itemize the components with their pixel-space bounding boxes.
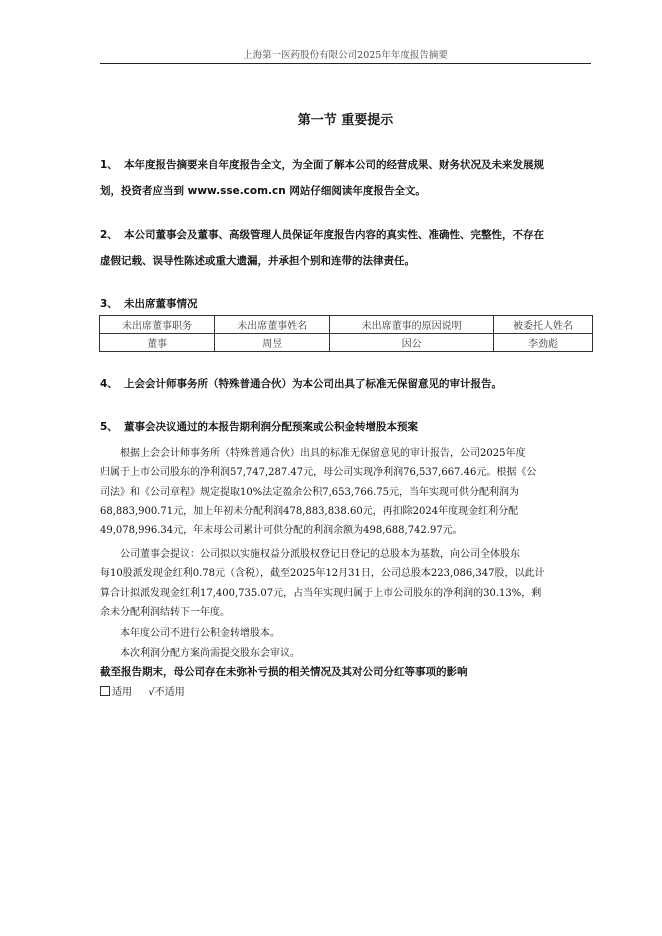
item-5-number: 5、 bbox=[100, 421, 118, 433]
item-3-line-1: 未出席董事情况 bbox=[124, 298, 198, 310]
item-2-line-1: 本公司董事会及董事、高级管理人员保证年度报告内容的真实性、准确性、完整性，不存在 bbox=[124, 229, 544, 241]
item-2-line-2: 虚假记载、误导性陈述或重大遗漏，并承担个别和连带的法律责任。 bbox=[100, 255, 415, 267]
profit-para-1-line-3: 司法》和《公司章程》规定提取10%法定盈余公积7,653,766.75元，当年实现可供分配利润为 bbox=[100, 487, 520, 498]
item-5-line-1: 董事会决议通过的本报告期利润分配预案或公积金转增股本预案 bbox=[124, 421, 418, 433]
profit-para-2-line-2: 每10股派发现金红利0.78元（含税），截至2025年12月31日，公司总股本223,086,347股，以此计 bbox=[100, 568, 545, 579]
profit-para-2-line-4: 余未分配利润结转下一年度。 bbox=[100, 607, 230, 618]
header-divider bbox=[100, 63, 591, 64]
table-header-cell: 被委托人姓名 bbox=[494, 316, 593, 334]
page-header: 上海第一医药股份有限公司2025年年度报告摘要 bbox=[243, 50, 448, 61]
applicable-checkbox[interactable] bbox=[100, 686, 110, 696]
applicability-options bbox=[100, 683, 185, 698]
item-4-number: 4、 bbox=[100, 378, 118, 390]
profit-para-1-line-5: 49,078,996.34元，年末母公司累计可供分配的利润余额为498,688,742.97元。 bbox=[100, 525, 463, 536]
profit-para-2-line-1: 公司董事会提议：公司拟以实施权益分派股权登记日登记的总股本为基数，向公司全体股东 bbox=[120, 549, 520, 560]
profit-para-1-line-4: 68,883,900.71元，加上年初未分配利润478,883,838.60元，再扣除2024年度现金红利分配 bbox=[100, 506, 519, 517]
table-cell: 李劲彪 bbox=[494, 334, 593, 352]
profit-para-3: 本年度公司不进行公积金转增股本。 bbox=[120, 628, 280, 639]
item-4-line-1: 上会会计师事务所（特殊普通合伙）为本公司出具了标准无保留意见的审计报告。 bbox=[124, 378, 502, 390]
item-2-number: 2、 bbox=[100, 229, 118, 241]
section-title: 第一节 重要提示 bbox=[297, 113, 394, 128]
item-3-number: 3、 bbox=[100, 298, 118, 310]
item-1-line-2: 划，投资者应当到 www.sse.com.cn 网站仔细阅读年度报告全文。 bbox=[100, 185, 426, 197]
profit-para-1-line-2: 归属于上市公司股东的净利润57,747,287.47元，母公司实现净利润76,537,667.46元。根据《公 bbox=[100, 467, 537, 478]
profit-para-1-line-1: 根据上会会计师事务所（特殊普通合伙）出具的标准无保留意见的审计报告，公司2025年度 bbox=[120, 448, 526, 459]
table-header-cell: 未出席董事的原因说明 bbox=[330, 316, 494, 334]
item-1-number: 1、 bbox=[100, 159, 118, 171]
table-header-cell: 未出席董事职务 bbox=[100, 316, 215, 334]
table-cell: 因公 bbox=[330, 334, 494, 352]
check-mark-icon: √ bbox=[148, 687, 155, 698]
profit-para-2-line-3: 算合计拟派发现金红利17,400,735.07元，占当年实现归属于上市公司股东的净利润的30.13%，剩 bbox=[100, 588, 542, 599]
table-header-row bbox=[100, 316, 593, 334]
item-1-line-1: 本年度报告摘要来自年度报告全文，为全面了解本公司的经营成果、财务状况及未来发展规 bbox=[124, 159, 544, 171]
table-cell: 董事 bbox=[100, 334, 215, 352]
profit-para-4: 本次利润分配方案尚需提交股东会审议。 bbox=[120, 648, 300, 659]
table-row bbox=[100, 334, 593, 352]
absent-directors-table bbox=[99, 315, 593, 352]
table-cell: 周昱 bbox=[215, 334, 330, 352]
loss-question: 截至报告期末，母公司存在未弥补亏损的相关情况及其对公司分红等事项的影响 bbox=[100, 666, 468, 678]
table-header-cell: 未出席董事姓名 bbox=[215, 316, 330, 334]
not-applicable-label: 不适用 bbox=[154, 687, 185, 698]
applicable-label: 适用 bbox=[112, 687, 132, 698]
